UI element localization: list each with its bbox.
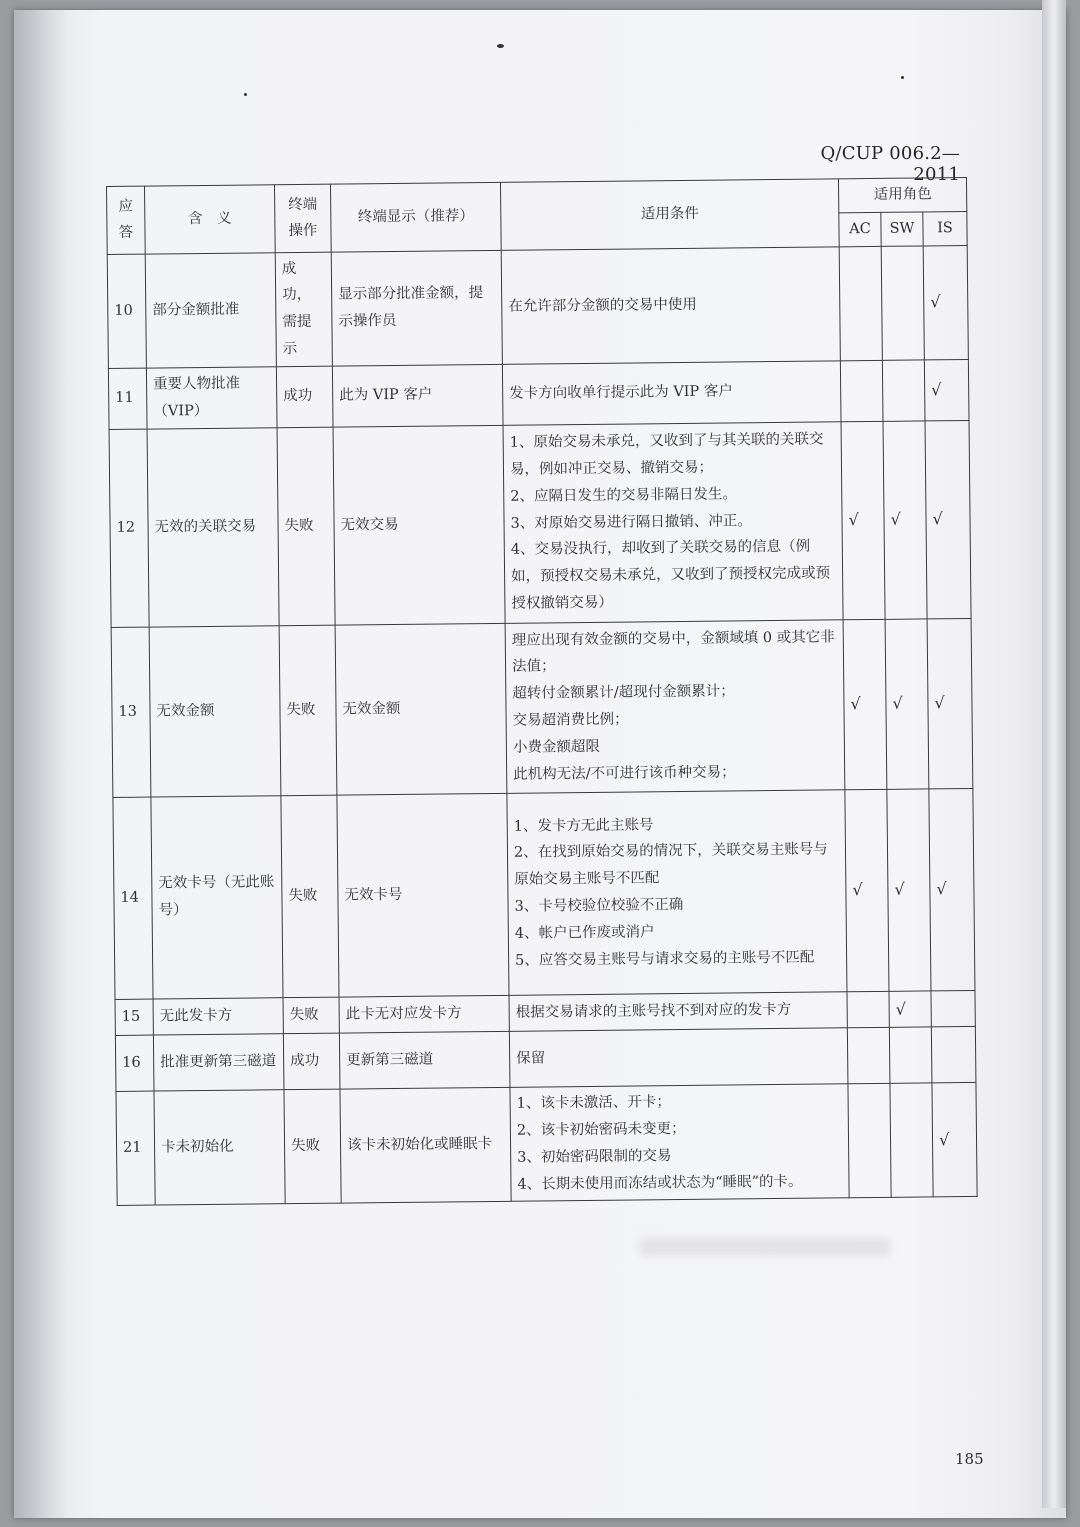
condition-line: 1、该卡未激活、开卡； <box>516 1094 671 1112</box>
condition-line: 根据交易请求的主账号找不到对应的发卡方 <box>515 1001 792 1021</box>
terminal-action-cell: 成功 <box>283 1033 340 1090</box>
table-row <box>111 618 973 797</box>
conditions-cell <box>509 1028 848 1088</box>
condition-line: 3、卡号校验位校验不正确 <box>514 896 684 915</box>
terminal-display-cell: 此为 VIP 客户 <box>332 364 503 426</box>
condition-line: 发卡方向收单行提示此为 VIP 客户 <box>509 383 733 403</box>
scan-smudge <box>640 1238 890 1256</box>
conditions-cell <box>505 619 845 793</box>
header-code: 应答 <box>107 186 146 254</box>
meaning-cell: 批准更新第三磁道 <box>153 1034 284 1091</box>
condition-line: 在允许部分金额的交易中使用 <box>508 296 697 315</box>
condition-line: 1、发卡方无此主账号 <box>513 816 654 835</box>
terminal-display-cell: 无效卡号 <box>337 793 509 997</box>
response-code: 13 <box>111 627 151 797</box>
speck <box>901 76 904 79</box>
conditions-cell <box>502 361 841 425</box>
header-conditions: 适用条件 <box>500 179 839 250</box>
meaning-cell: 无此发卡方 <box>153 997 283 1035</box>
role-is-mark: √ <box>924 359 969 420</box>
terminal-display-cell: 该卡未初始化或睡眠卡 <box>340 1087 511 1203</box>
terminal-action-cell: 失败 <box>277 427 335 626</box>
meaning-cell: 无效的关联交易 <box>147 427 279 626</box>
conditions-cell <box>509 991 847 1031</box>
role-sw-mark <box>881 246 924 361</box>
conditions-cell <box>507 789 847 995</box>
conditions-cell <box>510 1084 849 1202</box>
terminal-action-cell: 失败 <box>281 795 339 998</box>
header-terminal-action: 终端操作 <box>274 184 331 252</box>
role-sw-mark: √ <box>889 990 931 1027</box>
response-code: 11 <box>108 368 147 429</box>
response-code: 16 <box>115 1035 154 1091</box>
table-row <box>108 359 969 429</box>
condition-line: 保留 <box>516 1050 546 1067</box>
speck <box>497 44 504 48</box>
role-is-mark: √ <box>927 618 973 788</box>
condition-line: 超转付金额累计/超现付金额累计； <box>512 683 735 702</box>
role-sw-mark <box>890 1083 933 1198</box>
speck <box>244 93 247 96</box>
table-row <box>116 1083 977 1206</box>
meaning-cell: 无效金额 <box>149 625 281 796</box>
role-ac-mark: √ <box>841 421 885 619</box>
table-row <box>107 245 968 368</box>
role-sw-mark <box>889 1027 932 1083</box>
condition-line: 1、原始交易未承兑，又收到了与其关联的关联交易，例如冲正交易、撤销交易； <box>509 431 824 478</box>
meaning-cell: 部分金额批准 <box>145 252 276 368</box>
table-body <box>107 245 977 1206</box>
response-code: 10 <box>107 254 146 369</box>
role-ac-mark: √ <box>843 619 887 789</box>
terminal-display-cell: 无效金额 <box>335 623 507 795</box>
table-row <box>115 1027 976 1092</box>
meaning-cell: 卡未初始化 <box>154 1090 285 1206</box>
meaning-cell: 无效卡号（无此账号） <box>151 795 283 998</box>
condition-line: 2、该卡初始密码未变更； <box>516 1120 686 1139</box>
terminal-display-cell: 无效交易 <box>333 425 505 625</box>
role-ac-mark <box>848 1083 891 1198</box>
condition-line: 4、长期未使用而冻结或状态为“睡眠”的卡。 <box>517 1173 803 1193</box>
role-sw-mark <box>882 360 925 421</box>
condition-line: 此机构无法/不可进行该币种交易； <box>513 764 736 783</box>
header-meaning: 含 义 <box>145 185 276 254</box>
role-ac-mark <box>840 360 883 421</box>
role-ac-mark <box>847 1027 890 1083</box>
role-ac-mark <box>839 246 882 361</box>
condition-line: 3、对原始交易进行隔日撤销、冲正。 <box>510 512 752 532</box>
terminal-action-cell: 失败 <box>279 625 337 796</box>
condition-line: 交易超消费比例； <box>512 711 629 729</box>
header-role-is: IS <box>923 211 967 245</box>
role-is-mark: √ <box>932 1083 977 1198</box>
condition-line: 理应出现有效金额的交易中，金额域填 0 或其它非法值； <box>511 628 835 676</box>
role-sw-mark: √ <box>887 788 931 990</box>
role-sw-mark: √ <box>885 618 929 788</box>
response-code: 15 <box>115 999 153 1036</box>
role-ac-mark: √ <box>845 789 889 991</box>
role-is-mark <box>931 1027 976 1083</box>
terminal-display-cell: 显示部分批准金额，提示操作员 <box>331 250 502 366</box>
role-is-mark <box>931 990 975 1027</box>
table-row <box>113 788 975 999</box>
response-code: 12 <box>109 429 149 627</box>
header-terminal-display: 终端显示（推荐） <box>330 182 501 251</box>
response-code: 21 <box>116 1091 155 1206</box>
condition-line: 2、在找到原始交易的情况下，关联交易主账号与原始交易主账号不匹配 <box>513 841 828 888</box>
condition-line: 4、帐户已作废或消户 <box>514 924 655 942</box>
role-ac-mark <box>847 991 889 1028</box>
condition-line: 3、初始密码限制的交易 <box>517 1147 672 1166</box>
page-number: 185 <box>955 1450 984 1468</box>
terminal-action-cell: 成功，需提示 <box>275 252 332 367</box>
meaning-cell: 重要人物批准（VIP） <box>146 367 277 429</box>
terminal-action-cell: 失败 <box>284 1089 341 1204</box>
terminal-display-cell: 此卡无对应发卡方 <box>339 995 509 1033</box>
role-is-mark: √ <box>929 788 975 990</box>
condition-line: 5、应答交易主账号与请求交易的主账号不匹配 <box>515 949 815 969</box>
header-role-ac: AC <box>839 212 881 246</box>
header-role-sw: SW <box>881 212 923 246</box>
condition-line: 2、应隔日发生的交易非隔日发生。 <box>510 486 738 505</box>
document-id: Q/CUP 006.2—2011 <box>820 143 960 185</box>
role-sw-mark: √ <box>883 420 927 618</box>
spine-shadow <box>14 10 69 1518</box>
terminal-action-cell: 成功 <box>276 366 333 427</box>
conditions-cell <box>503 421 843 623</box>
response-code: 14 <box>113 797 153 999</box>
role-is-mark: √ <box>925 420 971 618</box>
page-edge <box>1042 0 1066 1508</box>
table-row <box>109 420 971 627</box>
condition-line: 小费金额超限 <box>512 738 600 756</box>
terminal-display-cell: 更新第三磁道 <box>339 1031 510 1089</box>
role-is-mark: √ <box>923 245 968 360</box>
conditions-cell <box>501 246 840 364</box>
terminal-action-cell: 失败 <box>283 997 339 1034</box>
condition-line: 4、交易没执行，却收到了关联交易的信息（例如，预授权交易未承兑，又收到了预授权完成或预授权撤销交易） <box>510 539 831 612</box>
header-roles: 适用角色 <box>838 177 966 212</box>
response-code-table <box>106 177 978 1206</box>
